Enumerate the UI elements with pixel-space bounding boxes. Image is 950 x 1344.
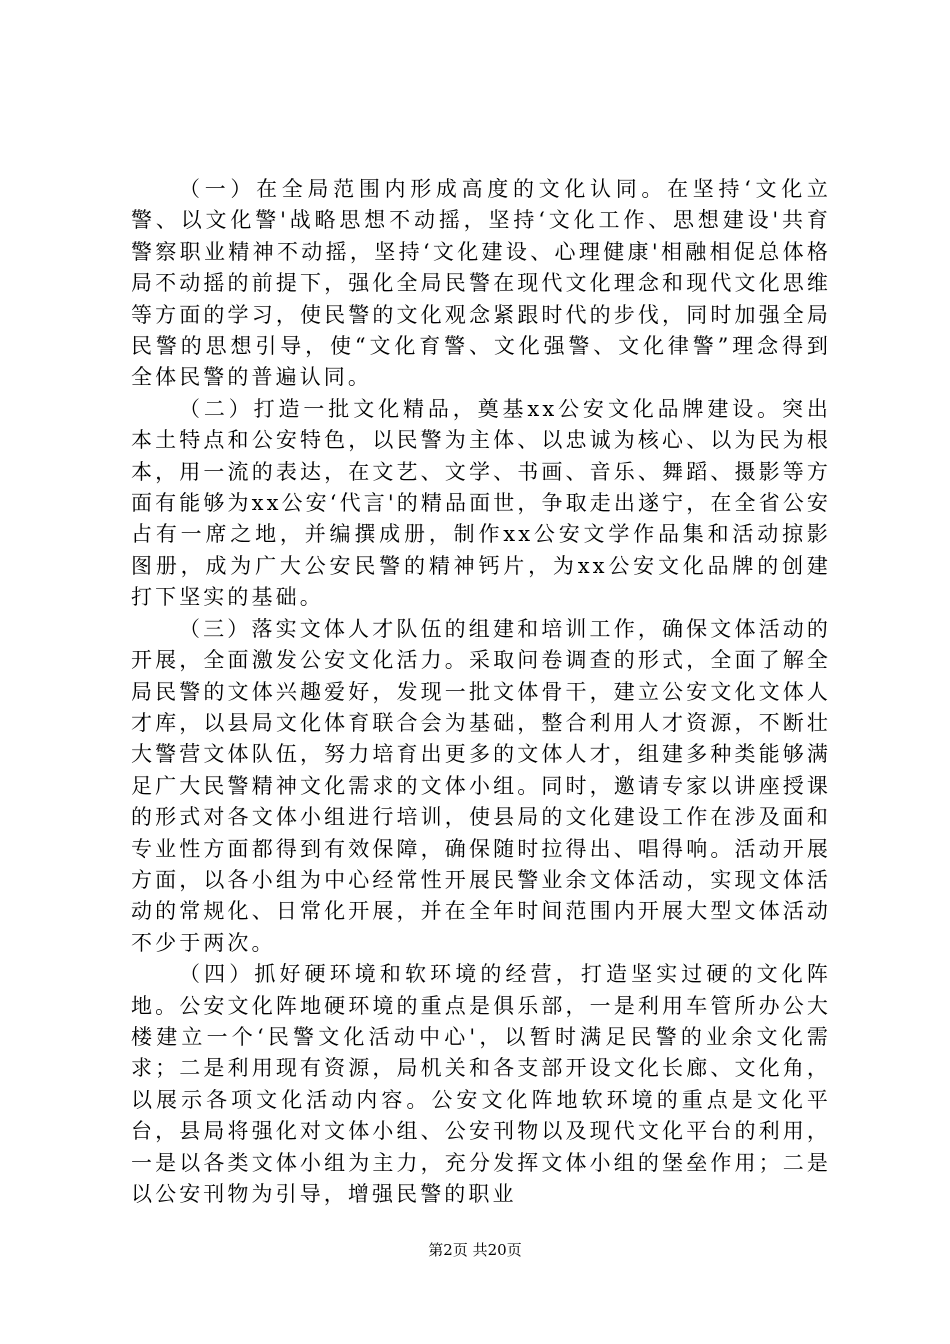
page-number-footer: 第2页 共20页 [428, 1241, 522, 1259]
paragraph-4: （四）抓好硬环境和软环境的经营，打造坚实过硬的文化阵地。公安文化阵地硬环境的重点是俱乐部，一是利用车管所办公大楼建立一个‘民警文化活动中心'，以暂时满足民警的业余文化需求；二是利用现有资源，局机关和各支部开设文化长廊、文化角，以展示各项文化活动内容。公安文化阵地软环境的重点是文化平台，县局将强化对文体小组、公安刊物以及现代文化平台的利用，一是以各类文体小组为主力，充分发挥文体小组的堡垒作用；二是以公安刊物为引导，增强民警的职业 [131, 962, 831, 1206]
paragraph-2: （二）打造一批文化精品，奠基xx公安文化品牌建设。突出本土特点和公安特色，以民警为主体、以忠诚为核心、以为民为根本，用一流的表达，在文艺、文学、书画、音乐、舞蹈、摄影等方面有能够为xx公安‘代言'的精品面世，争取走出遂宁，在全省公安占有一席之地，并编撰成册，制作xx公安文学作品集和活动掠影图册，成为广大公安民警的精神钙片，为xx公安文化品牌的创建打下坚实的基础。 [131, 396, 831, 610]
paragraph-3: （三）落实文体人才队伍的组建和培训工作，确保文体活动的开展，全面激发公安文化活力。采取问卷调查的形式，全面了解全局民警的文体兴趣爱好，发现一批文体骨干，建立公安文化文体人才库，以县局文化体育联合会为基础，整合利用人才资源，不断壮大警营文体队伍，努力培育出更多的文体人才，组建多种类能够满足广大民警精神文化需求的文体小组。同时，邀请专家以讲座授课的形式对各文体小组进行培训，使县局的文化建设工作在涉及面和专业性方面都得到有效保障，确保随时拉得出、唱得响。活动开展方面，以各小组为中心经常性开展民警业余文体活动，实现文体活动的常规化、日常化开展，并在全年时间范围内开展大型文体活动不少于两次。 [131, 616, 831, 955]
paragraph-1: （一）在全局范围内形成高度的文化认同。在坚持‘文化立警、以文化警'战略思想不动摇，坚持‘文化工作、思想建设'共育警察职业精神不动摇，坚持‘文化建设、心理健康'相融相促总体格局不动摇的前提下，强化全局民警在现代文化理念和现代文化思维等方面的学习，使民警的文化观念紧跟时代的步伐，同时加强全局民警的思想引导，使“文化育警、文化强警、文化律警”理念得到全体民警的普遍认同。 [131, 177, 831, 390]
body-text [131, 174, 831, 1210]
